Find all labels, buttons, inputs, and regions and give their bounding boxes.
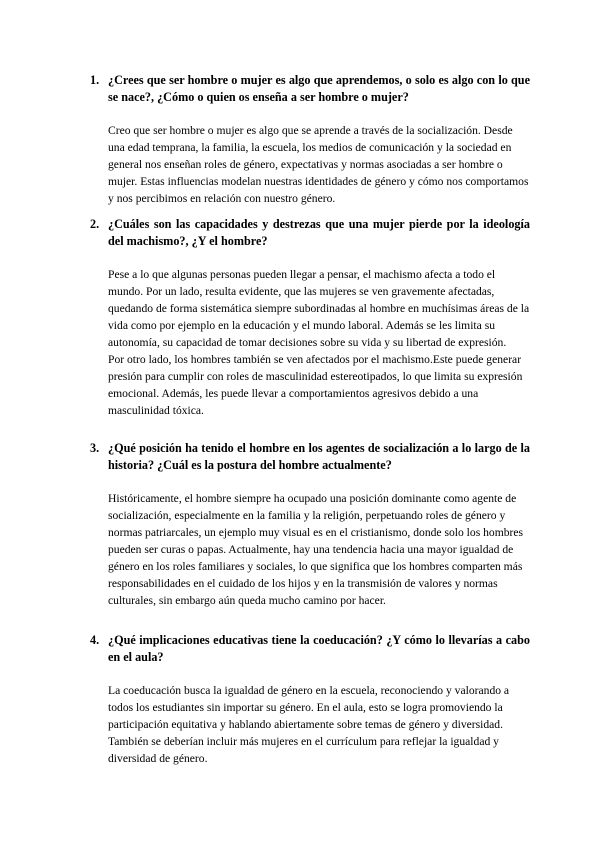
- question-number: 4.: [90, 633, 100, 647]
- question-title: ¿Qué posición ha tenido el hombre en los agentes de socialización a lo largo de la historia? ¿Cuál es la postura del hombre actualmente?: [108, 441, 530, 472]
- answer-paragraph: Por otro lado, los hombres también se ven afectados por el machismo.Este puede generar presión para cumplir con roles de masculinidad estereotipados, lo que limita su expresión emocional. Además, les puede llevar a comportamientos agresivos debido a una masculinidad tóxica.: [108, 353, 523, 417]
- question-number: 3.: [90, 441, 100, 455]
- answer-text: [108, 122, 530, 207]
- answer-paragraph: Históricamente, el hombre siempre ha ocupado una posición dominante como agente de socialización, especialmente en la familia y la religión, perpetuando roles de género y normas patriarcales, un ejemplo muy visual es en el cristianismo, donde solo los hombres pueden ser curas o papas. Actualmente, hay una tendencia hacia una mayor igualdad de género en los roles familiares y sociales, lo que significa que los hombres comparten más responsabilidades en el cuidado de los hijos y en la transmisión de valores y normas culturales, sin embargo aún queda mucho camino por hacer.: [108, 492, 524, 607]
- question-title: ¿Qué implicaciones educativas tiene la coeducación? ¿Y cómo lo llevarías a cabo en el aula?: [108, 633, 530, 664]
- answer-text: [108, 682, 530, 767]
- question-1: [90, 72, 530, 207]
- answer-paragraph: La coeducación busca la igualdad de género en la escuela, reconociendo y valorando a todos los estudiantes sin importar su género. En el aula, esto se logra promoviendo la participación equitativa y hablando abiertamente sobre temas de género y diversidad. También se deberían incluir más mujeres en el currículum para reflejar la igualdad y diversidad de género.: [108, 684, 510, 765]
- answer-text: [108, 266, 530, 419]
- question-3: [90, 440, 530, 609]
- question-number: 1.: [90, 73, 100, 87]
- question-title: ¿Crees que ser hombre o mujer es algo que aprendemos, o solo es algo con lo que se nace?, ¿Cómo o quien os enseña a ser hombre o mujer?: [108, 73, 530, 104]
- question-title: ¿Cuáles son las capacidades y destrezas que una mujer pierde por la ideología del machismo?, ¿Y el hombre?: [108, 217, 530, 248]
- answer-paragraph: Pese a lo que algunas personas pueden llegar a pensar, el machismo afecta a todo el mundo. Por un lado, resulta evidente, que las mujeres se ven gravemente afectadas, quedando de forma sistemática siempre subordinadas al hombre en muchísimas áreas de la vida como por ejemplo en la educación y el mundo laboral. Además se les limita su autonomía, su capacidad de tomar decisiones sobre su vida y su libertad de expresión.: [108, 268, 530, 349]
- question-2: [90, 216, 530, 419]
- question-4: [90, 632, 530, 767]
- answer-paragraph: Creo que ser hombre o mujer es algo que se aprende a través de la socialización. Desde una edad temprana, la familia, la escuela, los medios de comunicación y la sociedad en general nos enseñan roles de género, expectativas y normas asociadas a ser hombre o mujer. Estas influencias modelan nuestras identidades de género y cómo nos comportamos y nos percibimos en relación con nuestro género.: [108, 124, 529, 205]
- answer-text: [108, 490, 530, 609]
- question-number: 2.: [90, 217, 100, 231]
